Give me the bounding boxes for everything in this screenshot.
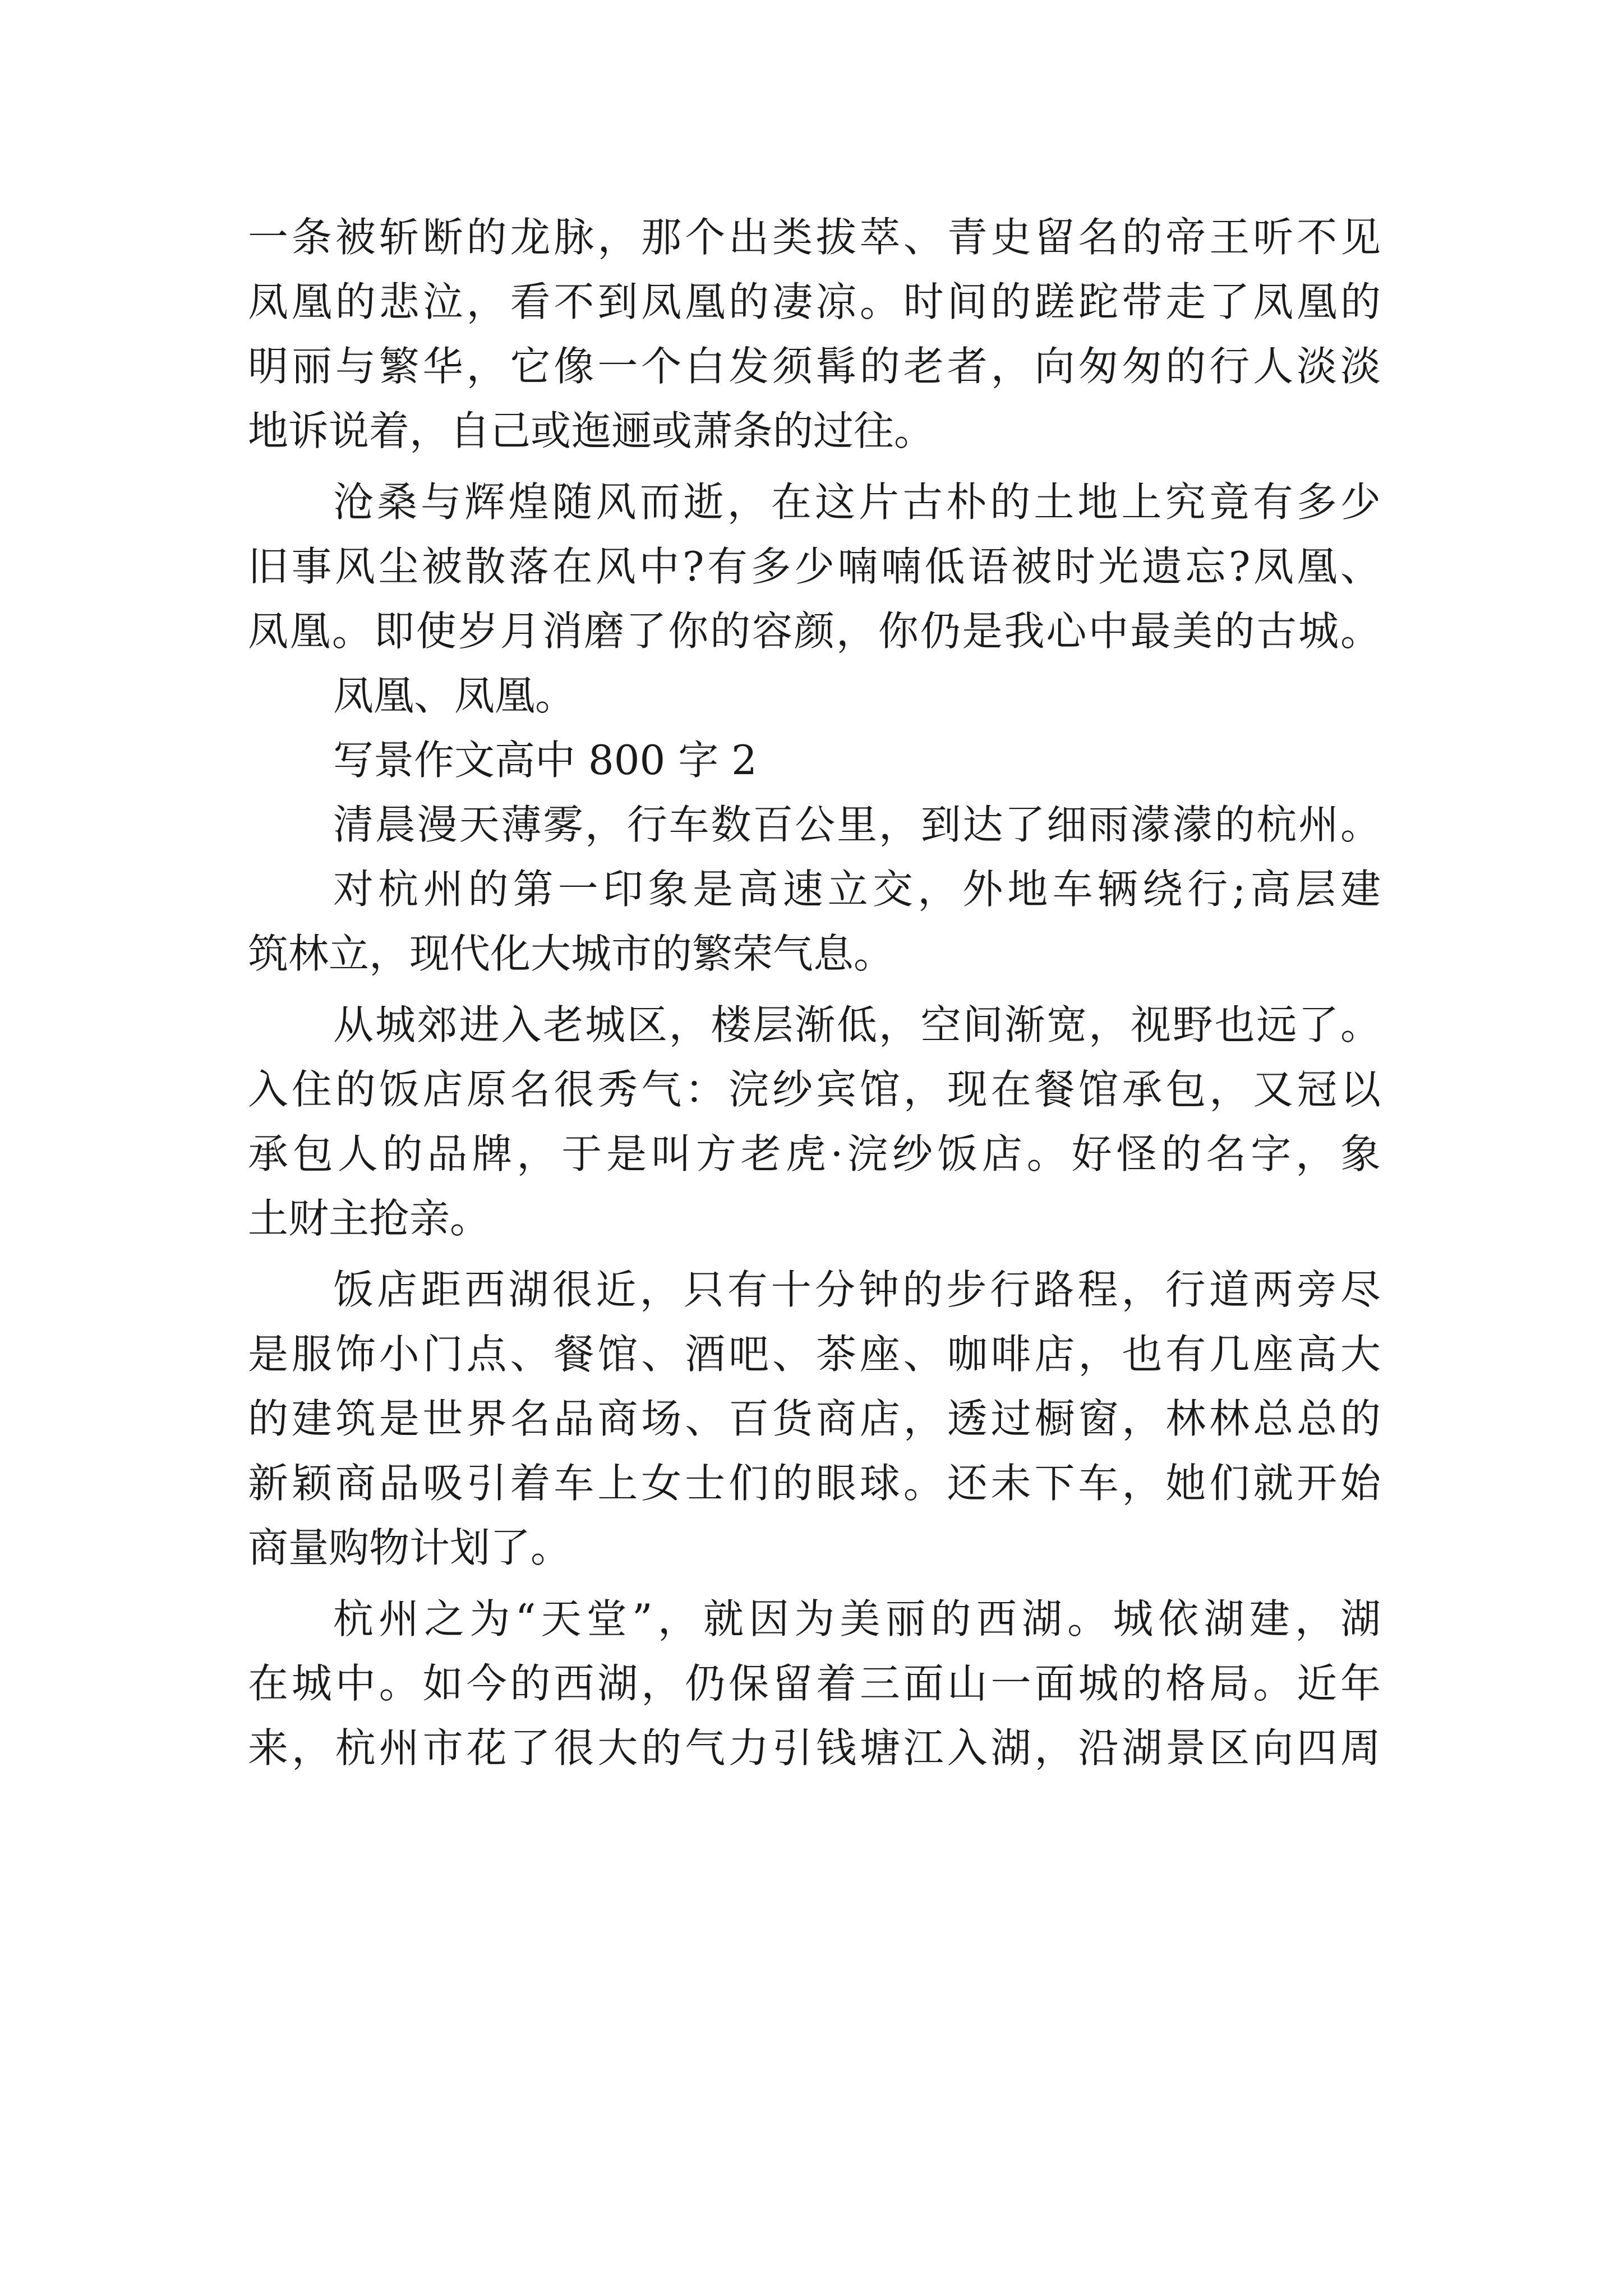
text-line-23: 在城中。如今的西湖，仍保留着三面山一面城的格局。近年 bbox=[248, 1660, 1381, 1707]
text-line-19: 的建筑是世界名品商场、百货商店，透过橱窗，林林总总的 bbox=[248, 1395, 1381, 1442]
text-line-6: 旧事风尘被散落在风中?有多少喃喃低语被时光遗忘?凤凰、 bbox=[248, 543, 1381, 590]
text-line-7: 凤凰。即使岁月消磨了你的容颜，你仍是我心中最美的古城。 bbox=[248, 608, 1381, 655]
text-line-20: 新颖商品吸引着车上女士们的眼球。还未下车，她们就开始 bbox=[248, 1460, 1381, 1507]
section-heading: 写景作文高中 800 字 2 bbox=[333, 737, 757, 784]
text-line-2: 凤凰的悲泣，看不到凤凰的凄凉。时间的蹉跎带走了凤凰的 bbox=[248, 278, 1381, 325]
text-line-22: 杭州之为“天堂”，就因为美丽的西湖。城依湖建，湖 bbox=[333, 1595, 1381, 1642]
text-line-18: 是服饰小门点、餐馆、酒吧、茶座、咖啡店，也有几座高大 bbox=[248, 1331, 1381, 1378]
text-line-16: 土财主抢亲。 bbox=[248, 1195, 491, 1242]
text-line-4: 地诉说着，自己或迤逦或萧条的过往。 bbox=[248, 407, 935, 454]
document-body bbox=[248, 205, 1381, 1780]
text-line-11: 对杭州的第一印象是高速立交，外地车辆绕行;高层建 bbox=[333, 866, 1381, 913]
text-line-12: 筑林立，现代化大城市的繁荣气息。 bbox=[248, 930, 895, 977]
text-line-5: 沧桑与辉煌随风而逝，在这片古朴的土地上究竟有多少 bbox=[333, 478, 1381, 526]
text-line-3: 明丽与繁华，它像一个白发须髯的老者，向匆匆的行人淡淡 bbox=[248, 343, 1381, 390]
text-line-8: 凤凰、凤凰。 bbox=[333, 672, 576, 719]
text-line-13: 从城郊进入老城区，楼层渐低，空间渐宽，视野也远了。 bbox=[333, 1001, 1381, 1048]
text-line-15: 承包人的品牌，于是叫方老虎·浣纱饭店。好怪的名字，象 bbox=[248, 1130, 1381, 1177]
text-line-17: 饭店距西湖很近，只有十分钟的步行路程，行道两旁尽 bbox=[333, 1266, 1381, 1313]
text-line-10: 清晨漫天薄雾，行车数百公里，到达了细雨濛濛的杭州。 bbox=[333, 801, 1381, 848]
text-line-14: 入住的饭店原名很秀气：浣纱宾馆，现在餐馆承包，又冠以 bbox=[248, 1066, 1381, 1113]
text-line-1: 一条被斩断的龙脉，那个出类拔萃、青史留名的帝王听不见 bbox=[248, 214, 1381, 261]
text-line-24: 来，杭州市花了很大的气力引钱塘江入湖，沿湖景区向四周 bbox=[248, 1724, 1381, 1772]
text-line-21: 商量购物计划了。 bbox=[248, 1524, 571, 1571]
